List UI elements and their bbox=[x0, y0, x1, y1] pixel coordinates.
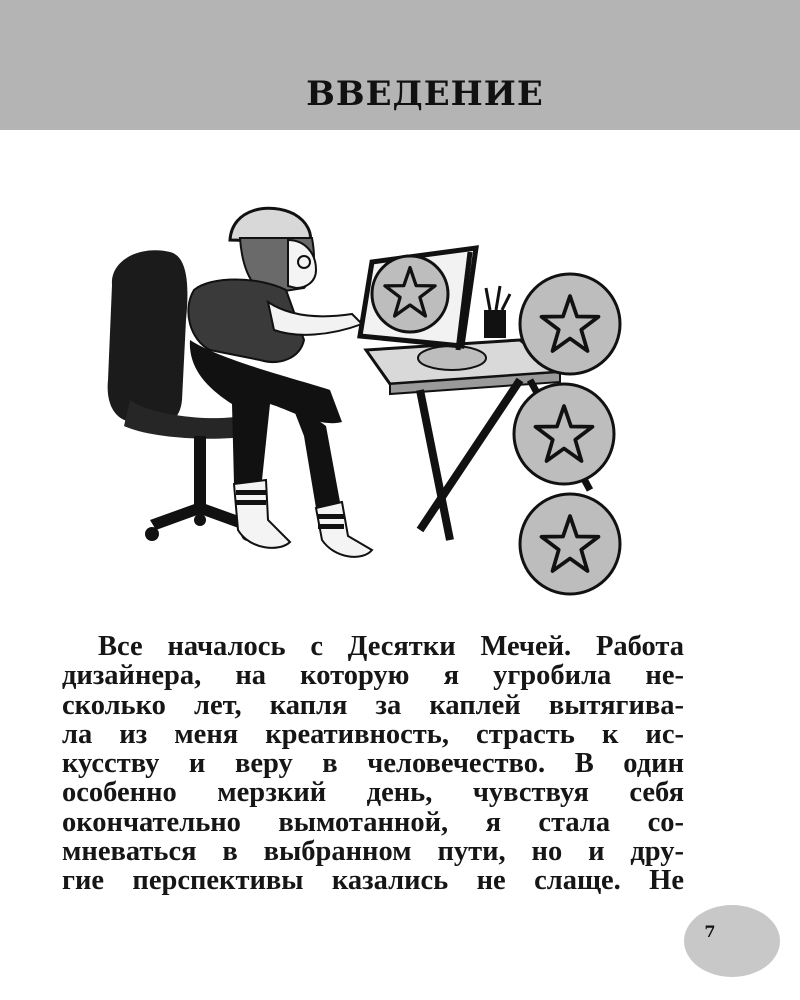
text-line: окончательно вымотанной, я стала со- bbox=[62, 806, 684, 838]
text-line: гие перспективы казались не слаще. Не bbox=[62, 865, 684, 897]
pentacle-coin-icon bbox=[520, 274, 620, 374]
chapter-title: ВВЕДЕНИЕ bbox=[306, 74, 544, 114]
page-number-badge bbox=[684, 905, 780, 977]
page-number: 7 bbox=[704, 922, 716, 941]
chapter-illustration bbox=[90, 190, 650, 600]
text-line: сколько лет, капля за каплей вытягива- bbox=[62, 689, 684, 721]
text-line: мневаться в выбранном пути, но и дру- bbox=[62, 836, 684, 868]
text-line: дизайнера, на которую я угробила не- bbox=[62, 660, 684, 692]
woman-figure bbox=[188, 208, 372, 557]
text-line: особенно мерзкий день, чувствуя себя bbox=[62, 777, 684, 809]
text-line: ла из меня креативность, страсть к ис- bbox=[62, 718, 684, 750]
pencil-cup-icon bbox=[484, 286, 510, 338]
body-paragraph bbox=[62, 632, 684, 896]
pentacle-coin-icon bbox=[520, 494, 620, 594]
pentacle-coin-icon bbox=[514, 384, 614, 484]
easel-icon bbox=[360, 248, 476, 350]
text-line: Все началось с Десятки Мечей. Работа bbox=[98, 631, 684, 662]
text-line: кусству и веру в человечество. В один bbox=[62, 748, 684, 780]
